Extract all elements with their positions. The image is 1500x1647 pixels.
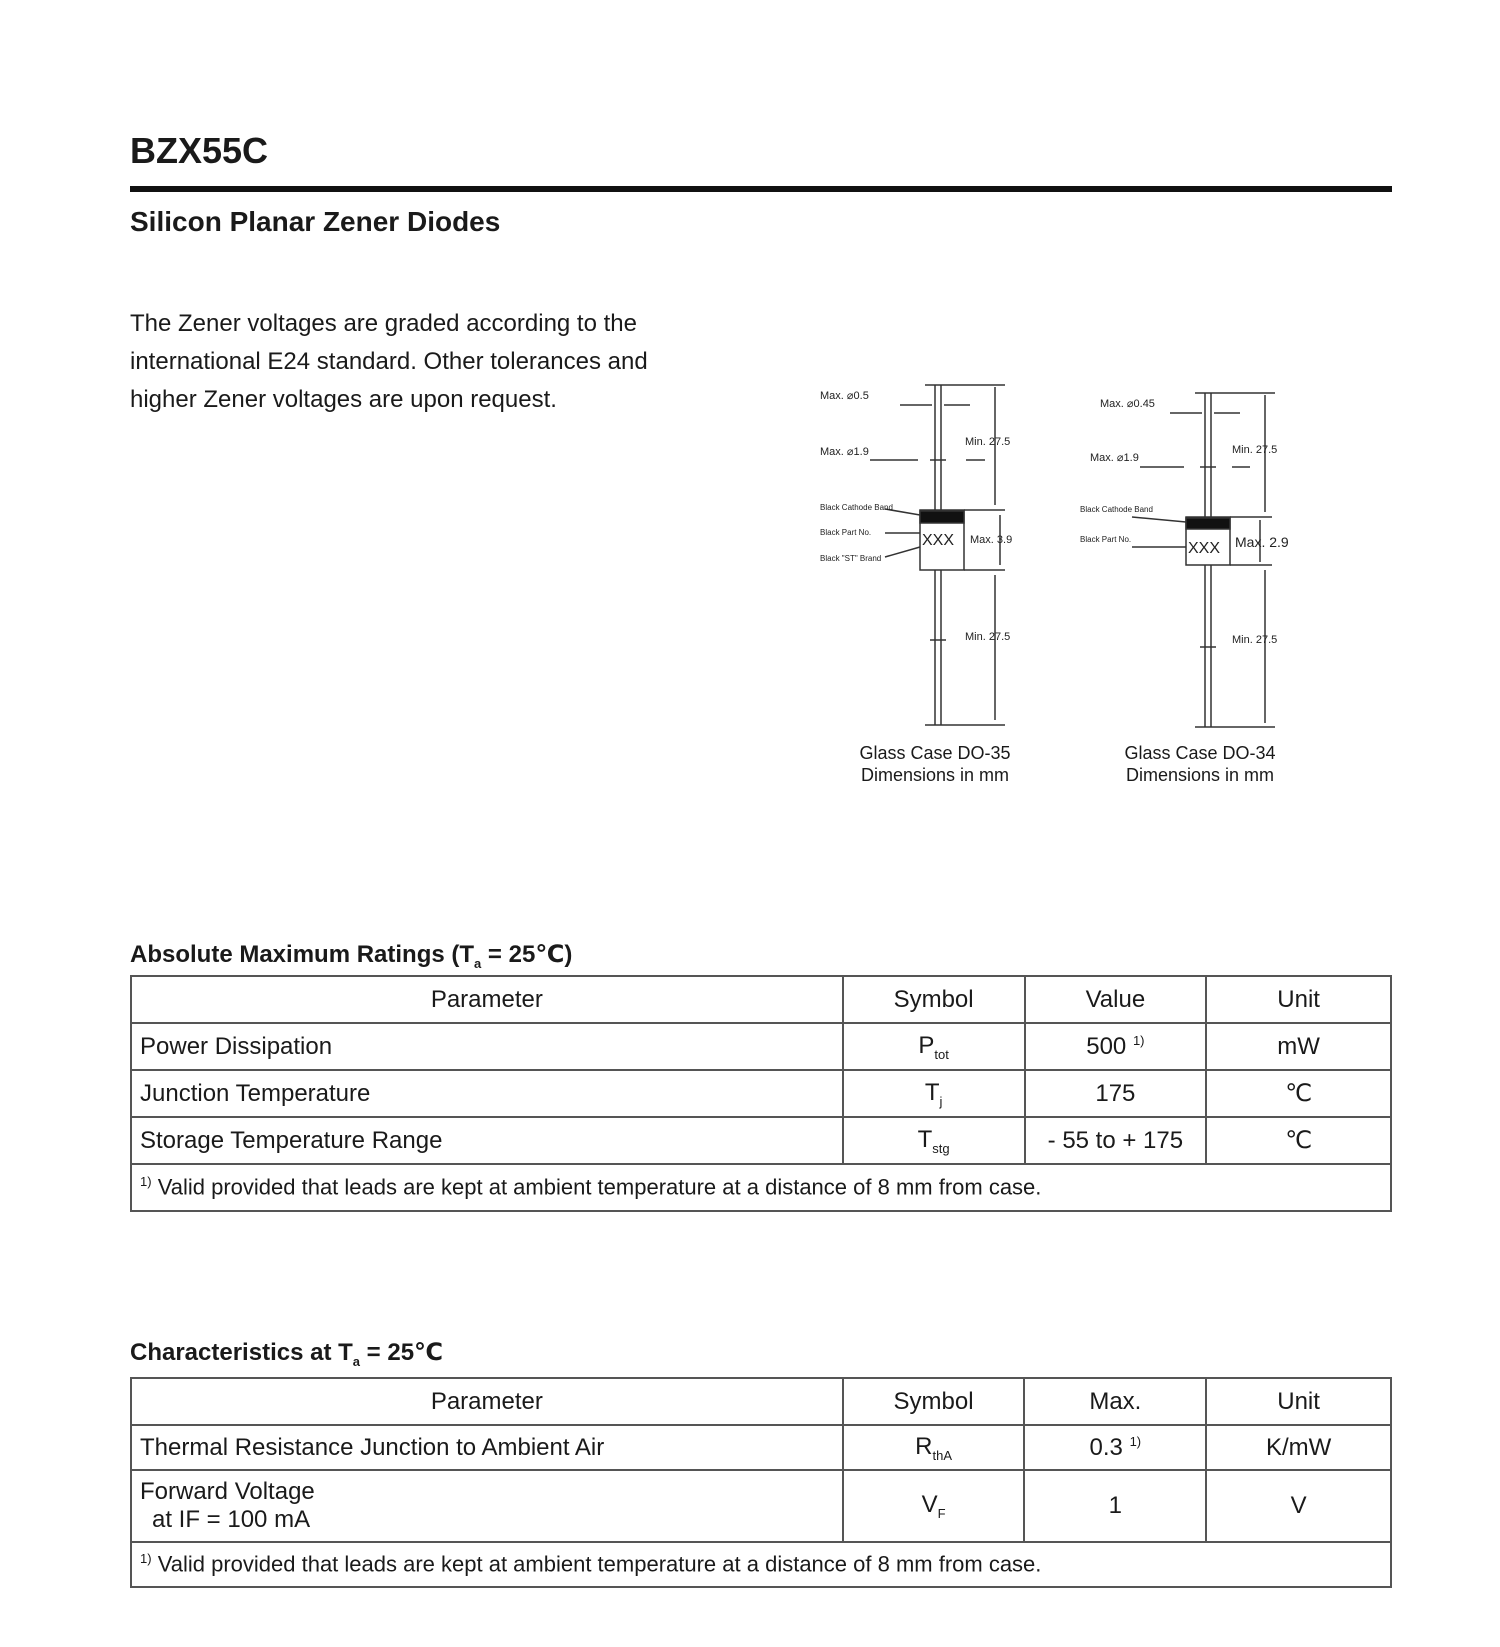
do35-lead-bottom: Min. 27.5	[965, 631, 1011, 643]
row-parameter: Junction Temperature	[131, 1070, 843, 1117]
do35-caption-line2: Dimensions in mm	[860, 765, 1010, 785]
row-value: 175	[1025, 1070, 1207, 1117]
header-value: Value	[1025, 976, 1207, 1023]
row-symbol: $P_{tot}$	[843, 1023, 1025, 1070]
do34-lead-bottom: Min. 27.5	[1232, 634, 1278, 646]
do34-body-len: Max. 2.9	[1235, 534, 1289, 550]
table-row	[131, 1023, 1391, 1070]
do35-label-part: Black Part No.	[820, 528, 872, 537]
table-row	[131, 1425, 1391, 1470]
param-line: Forward Voltage	[140, 1478, 315, 1505]
title-rule	[130, 186, 1392, 192]
header-parameter: Parameter	[131, 976, 843, 1023]
do34-label-part: Black Part No.	[1080, 535, 1132, 544]
row-value: - 55 to + 175	[1025, 1117, 1207, 1164]
row-symbol: $V_F$	[843, 1470, 1025, 1542]
do34-caption	[1100, 742, 1300, 786]
header-symbol: Symbol	[843, 1378, 1025, 1425]
row-symbol: $R_{thA}$	[843, 1425, 1025, 1470]
row-unit: ℃	[1206, 1070, 1391, 1117]
ratings-footnote: $^{1)}$ Valid provided that leads are kept at ambient temperature at a distance of 8 mm from case.	[131, 1164, 1391, 1211]
ratings-title: Absolute Maximum Ratings ($T_a$ = 25℃)	[130, 941, 573, 971]
do34-lead-dia: Max. ⌀0.45	[1100, 398, 1155, 410]
table-header-row	[131, 976, 1391, 1023]
do35-caption	[835, 742, 1035, 786]
characteristics-table	[130, 1377, 1392, 1588]
characteristics-title: Characteristics at $T_a$ = 25℃	[130, 1339, 444, 1369]
header-parameter: Parameter	[131, 1378, 843, 1425]
do34-marking: XXX	[1188, 540, 1221, 557]
intro-line: The Zener voltages are graded according to the	[130, 310, 637, 337]
do35-caption-line1: Glass Case DO-35	[859, 743, 1011, 763]
do34-label-cathode: Black Cathode Band	[1080, 505, 1153, 514]
subtitle: Silicon Planar Zener Diodes	[130, 206, 501, 237]
param-condition: at IF = 100 mA	[152, 1506, 311, 1533]
table-row	[131, 1117, 1391, 1164]
row-symbol: $T_j$	[843, 1070, 1025, 1117]
do35-label-cathode: Black Cathode Band	[820, 503, 893, 512]
row-unit: V	[1206, 1470, 1391, 1542]
intro-text	[130, 305, 690, 419]
do34-caption-line1: Glass Case DO-34	[1124, 743, 1276, 763]
ratings-table	[130, 975, 1392, 1212]
table-row	[131, 1470, 1391, 1542]
do35-lead-dia: Max. ⌀0.5	[820, 390, 869, 402]
row-parameter: Storage Temperature Range	[131, 1117, 843, 1164]
intro-line: higher Zener voltages are upon request.	[130, 386, 557, 413]
intro-line: international E24 standard. Other tolerances and	[130, 348, 648, 375]
row-parameter: Thermal Resistance Junction to Ambient Air	[131, 1425, 843, 1470]
footnote-row	[131, 1542, 1391, 1587]
do34-lead-top: Min. 27.5	[1232, 444, 1278, 456]
row-parameter	[131, 1470, 843, 1542]
table-row	[131, 1070, 1391, 1117]
row-symbol: $T_{stg}$	[843, 1117, 1025, 1164]
header-max: Max.	[1024, 1378, 1206, 1425]
row-unit: ℃	[1206, 1117, 1391, 1164]
row-parameter: Power Dissipation	[131, 1023, 843, 1070]
header-unit: Unit	[1206, 976, 1391, 1023]
row-value: 1	[1024, 1470, 1206, 1542]
table-header-row	[131, 1378, 1391, 1425]
do35-marking: XXX	[922, 532, 955, 549]
package-diagrams	[820, 350, 1420, 800]
footnote-row	[131, 1164, 1391, 1211]
header-symbol: Symbol	[843, 976, 1025, 1023]
part-number-title: BZX55C	[130, 130, 269, 171]
do35-lead-top: Min. 27.5	[965, 436, 1011, 448]
do35-body-dia: Max. ⌀1.9	[820, 446, 869, 458]
do35-label-st: Black "ST" Brand	[820, 554, 882, 563]
do35-body-len: Max. 3.9	[970, 534, 1013, 546]
row-value: 0.3 $^{1)}$	[1024, 1425, 1206, 1470]
row-unit: mW	[1206, 1023, 1391, 1070]
do34-body-dia: Max. ⌀1.9	[1090, 452, 1139, 464]
header-unit: Unit	[1206, 1378, 1391, 1425]
do34-caption-line2: Dimensions in mm	[1125, 765, 1275, 785]
row-value: 500 $^{1)}$	[1025, 1023, 1207, 1070]
characteristics-footnote: $^{1)}$ Valid provided that leads are kept at ambient temperature at a distance of 8 mm from case.	[131, 1542, 1391, 1587]
row-unit: K/mW	[1206, 1425, 1391, 1470]
